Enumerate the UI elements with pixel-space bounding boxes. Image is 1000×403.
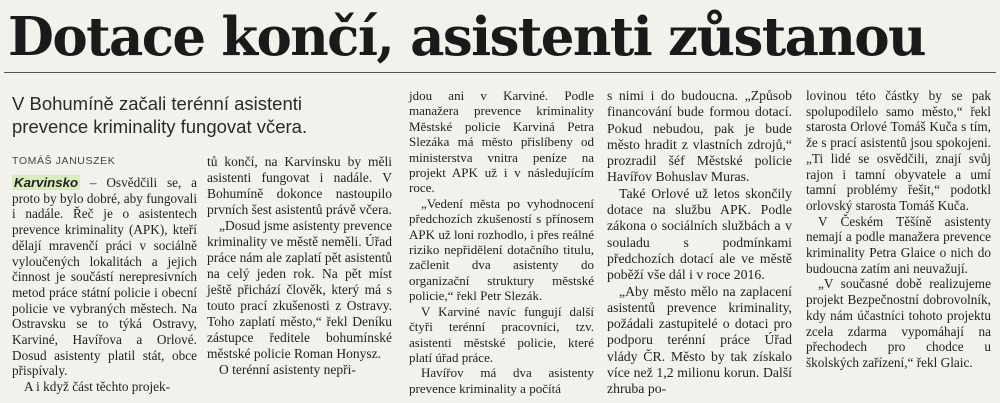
paragraph: Také Orlové už letos skončily dotace na službu APK. Podle zákona o sociálních službách a v souladu s podmínkami předchozích dotací ale ve městě poběží vše dál i v roce 2016. <box>607 185 792 283</box>
article-headline: Dotace končí, asistenti zůstanou <box>8 6 925 68</box>
paragraph: V Českém Těšíně asistenty nemají a podle manažera prevence kriminality Petra Glaice o nich do budoucna zatím ani neuvažují. <box>806 213 991 276</box>
paragraph: s nimi i do budoucna. „Způsob financování bude formou dotací. Pokud nebudou, pak je bude město hradit z vlastních zdrojů,“ prozradil šéf Městské policie Havířov Bohuslav Muras. <box>607 88 792 185</box>
article-subtitle: V Bohumíně začali terénní asistenti prevence kriminality fungovat včera. <box>12 93 308 137</box>
paragraph: „Aby město mělo na zaplacení asistentů prevence kriminality, požádali zastupitelé o dotaci pro podporu terénní práce Úřad vlády ČR. Město by tak získalo více než 1,2 milionu korun. Další zhruba po- <box>607 283 792 397</box>
column-4 <box>607 88 792 398</box>
paragraph: tů končí, na Karvinsku by měli asistenti fungovat i nadále. V Bohumíně dokonce nastoupilo prvních šest asistentů právě včera. <box>207 154 392 217</box>
column-2 <box>207 154 392 378</box>
lead-text: – Osvědčili se, a proto by bylo dobré, aby fungovali i nadále. Řeč je o asistentech prevence kriminality (APK), kteří dělají mravenčí práci v sociálně vyloučených lokalitách a jejich činnost je součástí nerepresivních metod práce státní policie i obecní policie ve vybraných městech. Na Ostravsku se to týká Ostravy, Karviné, Havířova a Orlové. Dosud asistenty platil stát, obce přispívaly. <box>12 175 197 379</box>
paragraph: O terénní asistenty nepři- <box>219 362 356 377</box>
paragraph: lovinou této částky by se pak spolupodílelo samo město,“ řekl starosta Orlové Tomáš Kuča s tím, že s prací asistentů jsou spokojeni. „Ti lidé se osvědčili, znají svůj rajon i tamní obyvatele a umí tamní problémy řešit,“ podotkl orlovský starosta Tomáš Kuča. <box>806 88 991 213</box>
column-5 <box>806 88 991 371</box>
column-3 <box>409 88 594 396</box>
paragraph: „Dosud jsme asistenty prevence kriminality ve městě neměli. Úřad práce nám ale zaplatí pět asistentů na celý jeden rok. Na pět míst ještě přichází člověk, který má s touto prací zkušenosti z Ostravy. Toho zaplatí město,“ řekl Deníku zástupce ředitele bohumínské městské policie Roman Honysz. <box>207 218 392 361</box>
column-1 <box>12 175 197 395</box>
paragraph-lead <box>12 175 197 379</box>
dateline: Karvinsko <box>14 175 79 190</box>
paragraph: „V současné době realizujeme projekt Bezpečnostní dobrovolník, kdy nám účastníci tohoto projektu zcela zdarma vypomáhají na přechodech pro chodce u školských zařízení,“ řekl Glaic. <box>806 276 991 370</box>
headline-rule <box>4 72 996 73</box>
paragraph: V Karviné navíc fungují další čtyři terénní pracovníci, tzv. asistenti městské policie, které platí úřad práce. <box>409 303 594 365</box>
paragraph: Havířov má dva asistenty prevence kriminality a počítá <box>409 365 594 396</box>
paragraph: „Vedení města po vyhodnocení předchozích zkušeností s přínosem APK už loni rozhodlo, i přes reálné riziko nepřidělení dotačního titulu, začlenit dva asistenty do organizační struktury městské policie,“ řekl Petr Slezák. <box>409 195 594 304</box>
article-byline: TOMÁŠ JANUSZEK <box>12 155 116 167</box>
paragraph: A i když část těchto projek- <box>24 379 171 395</box>
paragraph: jdou ani v Karviné. Podle manažera prevence kriminality Městské policie Karviná Petra Slezáka má město přislíbeny od ministerstva vnitra peníze na projekt APK už i v následujícím roce. <box>409 88 594 196</box>
